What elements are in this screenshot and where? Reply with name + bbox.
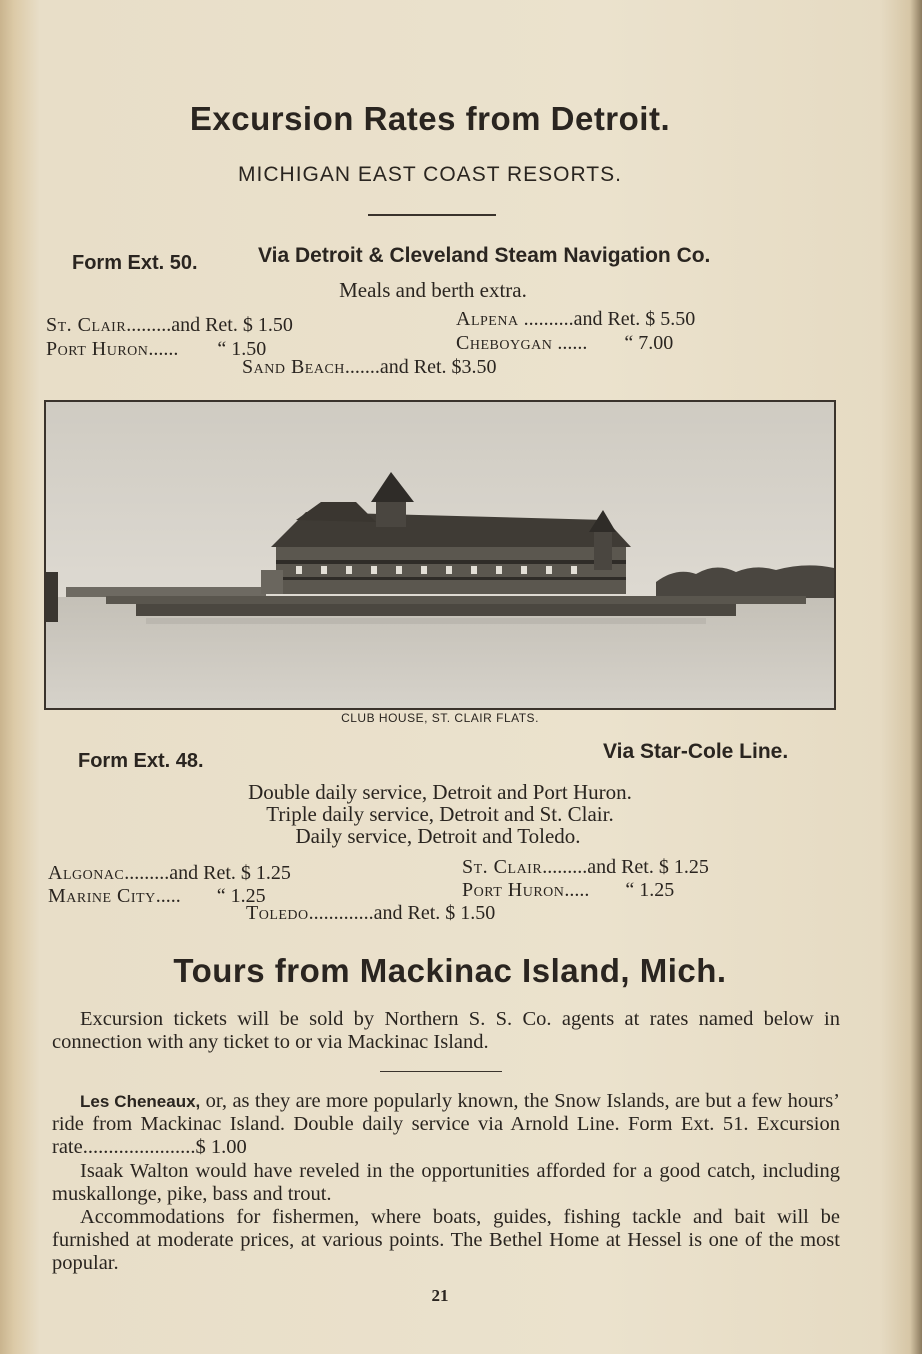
route-name: Via Star-Cole Line. (603, 740, 789, 763)
accommodations-paragraph: Accommodations for fishermen, where boats, guides, fishing tackle and bait will be furnished at moderate prices, at various points. The Bethel Home at Hessel is one of the most popular. (52, 1206, 840, 1274)
club-house-illustration (46, 402, 834, 708)
cheneaux-paragraph: Les Cheneaux, or, as they are more popularly known, the Snow Islands, are but a few hours’ ride from Mackinac Island. Double daily service via Arnold Line. Form Ext. 51. Excursion rate......................$ 1.00 (52, 1090, 840, 1158)
rate-row: Algonac.........and Ret. $ 1.25 (48, 862, 291, 884)
rate-row: Marine City..... “ 1.25 (48, 885, 266, 907)
place-name: Les Cheneaux, (80, 1092, 201, 1111)
rate-row: St. Clair.........and Ret. $ 1.25 (462, 856, 709, 878)
divider (380, 1071, 502, 1072)
destination: Algonac (48, 862, 125, 884)
rate: and Ret. $ 1.50 (373, 902, 496, 924)
rate: “ 1.25 (216, 885, 266, 907)
rate: and Ret. $ 1.25 (169, 862, 291, 884)
rate-row: Alpena ..........and Ret. $ 5.50 (456, 308, 696, 330)
club-house-photo (44, 400, 836, 710)
intro-paragraph: Excursion tickets will be sold by Northern S. S. Co. agents at rates named below in connection with any ticket to or via Mackinac Island. (52, 1008, 840, 1053)
page-subtitle: MICHIGAN EAST COAST RESORTS. (238, 163, 622, 186)
page-title: Excursion Rates from Detroit. (189, 100, 671, 137)
rate-row: Sand Beach.......and Ret. $3.50 (242, 356, 497, 378)
rate-row: Port Huron...... “ 1.50 (46, 338, 267, 360)
service-line: Daily service, Detroit and Toledo. (295, 824, 581, 848)
cheneaux-text: or, as they are more popularly known, the Snow Islands, are but a few hours’ ride from Mackinac Island. Double daily service via Arnold Line. Form Ext. 51. Excursion rate (52, 1090, 840, 1158)
service-line: Triple daily service, Detroit and St. Clair. (266, 802, 614, 826)
rate: and Ret. $ 1.25 (587, 856, 709, 878)
destination: Toledo (246, 902, 309, 924)
rate: and Ret. $ 1.50 (171, 314, 293, 336)
destination: Cheboygan (456, 332, 553, 354)
walton-paragraph: Isaak Walton would have reveled in the opportunities afforded for a good catch, including muskallonge, pike, bass and trout. (52, 1160, 840, 1205)
rate: and Ret. $ 5.50 (573, 308, 696, 330)
destination: St. Clair (46, 314, 127, 336)
rate-row: Port Huron..... “ 1.25 (462, 879, 675, 901)
destination: Sand Beach (242, 356, 345, 378)
service-line: Double daily service, Detroit and Port Huron. (248, 780, 632, 804)
rate: “ 1.25 (625, 879, 675, 901)
destination: Marine City (48, 885, 156, 907)
divider (368, 214, 496, 216)
destination: Port Huron (462, 879, 565, 901)
rate: “ 1.50 (217, 338, 267, 360)
rate-row: Cheboygan ...... “ 7.00 (456, 332, 674, 354)
destination: St. Clair (462, 856, 543, 878)
form-number: Form Ext. 50. (72, 252, 198, 274)
photo-caption: CLUB HOUSE, ST. CLAIR FLATS. (341, 711, 539, 725)
rate: “ 7.00 (624, 332, 674, 354)
note-text: Meals and berth extra. (339, 278, 527, 302)
page-number: 21 (431, 1286, 449, 1305)
rate-row: St. Clair.........and Ret. $ 1.50 (46, 314, 293, 336)
destination: Alpena (456, 308, 519, 330)
rate: and Ret. $3.50 (379, 356, 497, 378)
section-heading: Tours from Mackinac Island, Mich. (173, 952, 727, 989)
route-name: Via Detroit & Cleveland Steam Navigation Co. (258, 244, 711, 267)
form-number: Form Ext. 48. (78, 750, 204, 772)
excursion-rate: $ 1.00 (195, 1136, 247, 1158)
destination: Port Huron (46, 338, 149, 360)
rate-row: Toledo.............and Ret. $ 1.50 (246, 902, 496, 924)
